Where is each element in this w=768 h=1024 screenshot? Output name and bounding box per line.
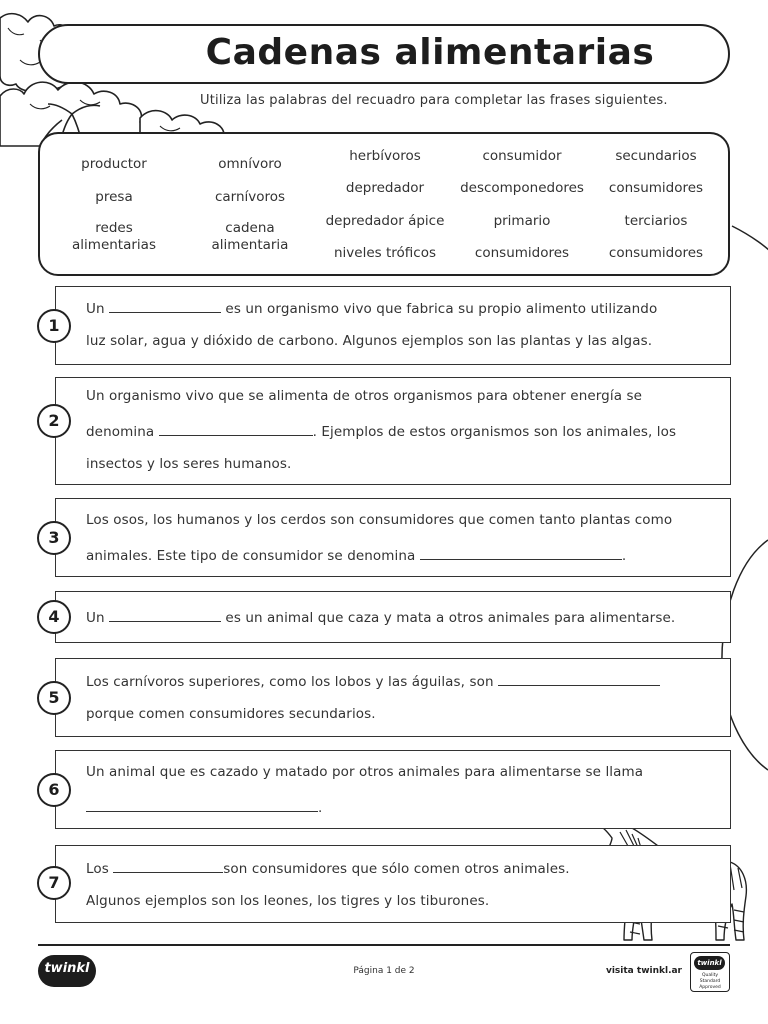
- badge-text: Quality Standard Approved: [699, 973, 721, 990]
- word-consumidor: consumidor: [482, 148, 562, 164]
- question-box-7: [55, 845, 731, 923]
- footer-divider: [38, 944, 730, 946]
- answer-blank-3[interactable]: [420, 546, 622, 560]
- word-herbivoros: herbívoros: [349, 148, 421, 164]
- instructions: Utiliza las palabras del recuadro para completar las frases siguientes.: [200, 93, 668, 108]
- word-consumidores-1: consumidores: [608, 180, 704, 196]
- word-depredador-apice: depredador ápice: [325, 213, 445, 229]
- question-number-4: 4: [37, 600, 71, 634]
- question-line: insectos y los seres humanos.: [86, 456, 292, 472]
- question-line: Los carnívoros superiores, como los lobos y las águilas, son: [86, 672, 660, 690]
- word-bank: [38, 132, 730, 276]
- word-terciarios: terciarios: [624, 213, 688, 229]
- word-presa: presa: [95, 189, 133, 205]
- answer-blank-5[interactable]: [498, 672, 660, 686]
- answer-blank-2[interactable]: [159, 422, 313, 436]
- question-line: Un animal que es cazado y matado por otros animales para alimentarse se llama: [86, 764, 644, 780]
- visit-link[interactable]: visita twinkl.ar: [605, 966, 682, 976]
- word-productor: productor: [81, 156, 147, 172]
- question-line: denomina . Ejemplos de estos organismos son los animales, los: [86, 424, 677, 440]
- right-arc-decoration: [732, 226, 768, 256]
- question-line: Un es un organismo vivo que fabrica su propio alimento utilizando: [86, 301, 658, 317]
- question-box-4: [55, 591, 731, 643]
- question-line: .: [86, 798, 322, 816]
- word-cadena-alimentaria: cadena alimentaria: [211, 220, 289, 253]
- word-niveles-troficos: niveles tróficos: [333, 245, 436, 261]
- title-banner: [38, 24, 730, 84]
- question-box-1: [55, 286, 731, 365]
- question-line: luz solar, agua y dióxido de carbono. Algunos ejemplos son las plantas y las algas.: [86, 333, 653, 349]
- question-box-6: [55, 750, 731, 829]
- question-box-5: [55, 658, 731, 737]
- question-box-3: [55, 498, 731, 577]
- question-line: Los osos, los humanos y los cerdos son consumidores que comen tanto plantas como: [86, 512, 673, 528]
- question-line: Los son consumidores que sólo comen otros animales.: [86, 861, 570, 877]
- quality-badge: [690, 952, 730, 992]
- question-line: Algunos ejemplos son los leones, los tigres y los tiburones.: [86, 893, 490, 909]
- word-carnivoros: carnívoros: [214, 189, 286, 205]
- word-secundarios: secundarios: [615, 148, 697, 164]
- question-number-5: 5: [37, 681, 71, 715]
- word-primario: primario: [493, 213, 551, 229]
- word-consumidores-2: consumidores: [474, 245, 570, 261]
- question-number-1: 1: [37, 309, 71, 343]
- page-title: Cadenas alimentarias: [205, 32, 655, 73]
- word-depredador: depredador: [345, 180, 425, 196]
- answer-blank-1[interactable]: [109, 299, 221, 313]
- word-redes-alimentarias: redes alimentarias: [72, 220, 156, 253]
- question-number-7: 7: [37, 866, 71, 900]
- question-line: porque comen consumidores secundarios.: [86, 706, 376, 722]
- answer-blank-4[interactable]: [109, 608, 221, 622]
- answer-blank-7[interactable]: [113, 859, 223, 873]
- page-number: Página 1 de 2: [353, 966, 415, 976]
- question-box-2: [55, 377, 731, 485]
- twinkl-logo[interactable]: twinkl: [38, 955, 96, 987]
- question-line: Un es un animal que caza y mata a otros animales para alimentarse.: [86, 610, 676, 626]
- question-line: Un organismo vivo que se alimenta de otros organismos para obtener energía se: [86, 388, 642, 404]
- question-line: animales. Este tipo de consumidor se denomina .: [86, 548, 627, 564]
- question-number-2: 2: [37, 404, 71, 438]
- answer-blank-6[interactable]: [86, 798, 318, 812]
- word-consumidores-3: consumidores: [608, 245, 704, 261]
- word-descomponedores: descomponedores: [460, 180, 584, 196]
- badge-logo: twinkl: [694, 956, 725, 970]
- word-omnivoro: omnívoro: [218, 156, 282, 172]
- question-number-6: 6: [37, 773, 71, 807]
- question-number-3: 3: [37, 521, 71, 555]
